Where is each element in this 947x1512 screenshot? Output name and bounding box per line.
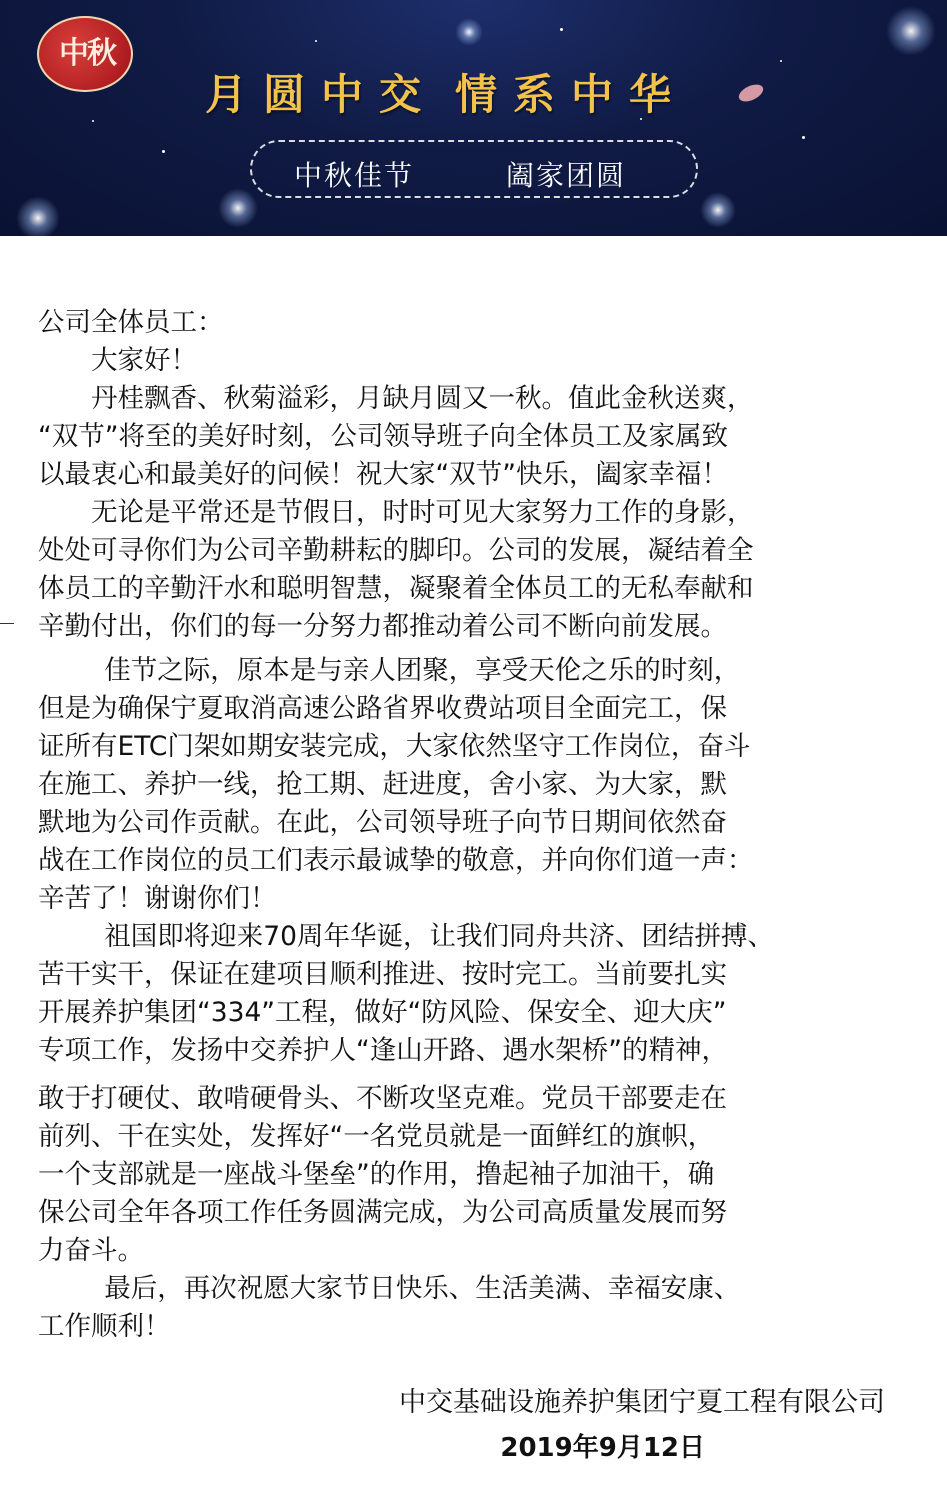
line: 前列、干在实处，发挥好“一名党员就是一面鲜红的旗帜，: [38, 1121, 715, 1152]
greeting: 大家好！: [91, 345, 197, 376]
seal-icon: [37, 16, 133, 92]
line: 苦干实干，保证在建项目顺利推进、按时完工。当前要扎实: [38, 959, 727, 990]
star-icon: [315, 40, 317, 42]
star-icon: [162, 150, 165, 153]
headline-left: 月圆中交: [205, 70, 438, 119]
banner-headline: [205, 62, 687, 122]
line: 战在工作岗位的员工们表示最诚挚的敬意，并向你们道一声：: [38, 845, 754, 876]
letter-body: [38, 304, 913, 1346]
line: “双节”将至的美好时刻，公司领导班子向全体员工及家属致: [38, 421, 728, 452]
seal-text: 中秋: [59, 36, 115, 71]
line: 无论是平常还是节假日，时时可见大家努力工作的身影，: [91, 497, 754, 528]
star-icon: [92, 120, 94, 122]
pill-left-text: 中秋佳节: [294, 159, 415, 192]
line: 以最衷心和最美好的问候！祝大家“双节”快乐，阖家幸福！: [38, 459, 728, 490]
banner-pill: [250, 140, 698, 198]
line: 佳节之际，原本是与亲人团聚，享受天伦之乐的时刻，: [104, 655, 741, 686]
star-icon: [802, 136, 805, 139]
line: 力奋斗。: [38, 1235, 144, 1266]
star-icon: [560, 28, 563, 31]
line: 一个支部就是一座战斗堡垒”的作用，撸起袖子加油干，确: [38, 1159, 715, 1190]
line: 开展养护集团“334”工程，做好“防风险、保安全、迎大庆”: [38, 997, 727, 1028]
line: 体员工的辛勤汗水和聪明智慧，凝聚着全体员工的无私奉献和: [38, 573, 754, 604]
line: 辛苦了！谢谢你们！: [38, 883, 277, 914]
line: 处处可寻你们为公司辛勤耕耘的脚印。公司的发展，凝结着全: [38, 535, 754, 566]
line: 证所有ETC门架如期安装完成，大家依然坚守工作岗位，奋斗: [38, 731, 751, 762]
line: 祖国即将迎来70周年华诞，让我们同舟共济、团结拼搏、: [104, 921, 774, 952]
line: 辛勤付出，你们的每一分努力都推动着公司不断向前发展。: [38, 611, 727, 642]
line: 在施工、养护一线，抢工期、赶进度，舍小家、为大家，默: [38, 769, 727, 800]
star-icon: [886, 6, 936, 56]
line: 工作顺利！: [38, 1311, 171, 1342]
line: 但是为确保宁夏取消高速公路省界收费站项目全面完工，保: [38, 693, 727, 724]
margin-mark: [0, 623, 14, 624]
headline-right: 情系中华: [455, 70, 688, 119]
paragraph-3: [38, 652, 913, 918]
petal-icon: [736, 81, 765, 105]
paragraph-6: [38, 1270, 913, 1346]
paragraph-4: [38, 918, 913, 1070]
festival-banner: [0, 0, 947, 236]
paragraph-1: [38, 380, 913, 494]
line: 丹桂飘香、秋菊溢彩，月缺月圆又一秋。值此金秋送爽，: [91, 383, 754, 414]
pill-right-text: 阖家团圆: [506, 159, 627, 192]
star-icon: [16, 196, 60, 236]
line: 专项工作，发扬中交养护人“逢山开路、遇水架桥”的精神，: [38, 1035, 728, 1066]
salutation: 公司全体员工：: [38, 307, 224, 338]
signature: 中交基础设施养护集团宁夏工程有限公司: [399, 1387, 885, 1418]
star-icon: [455, 18, 483, 46]
star-icon: [780, 60, 782, 62]
line: 敢于打硬仗、敢啃硬骨头、不断攻坚克难。党员干部要走在: [38, 1083, 727, 1114]
line: 默地为公司作贡献。在此，公司领导班子向节日期间依然奋: [38, 807, 727, 838]
paragraph-2: [38, 494, 913, 646]
paragraph-5: [38, 1080, 913, 1270]
line: 保公司全年各项工作任务圆满完成，为公司高质量发展而努: [38, 1197, 727, 1228]
star-icon: [218, 188, 258, 228]
line: 最后，再次祝愿大家节日快乐、生活美满、幸福安康、: [104, 1273, 741, 1304]
date: 2019年9月12日: [500, 1433, 705, 1463]
star-icon: [700, 192, 736, 228]
